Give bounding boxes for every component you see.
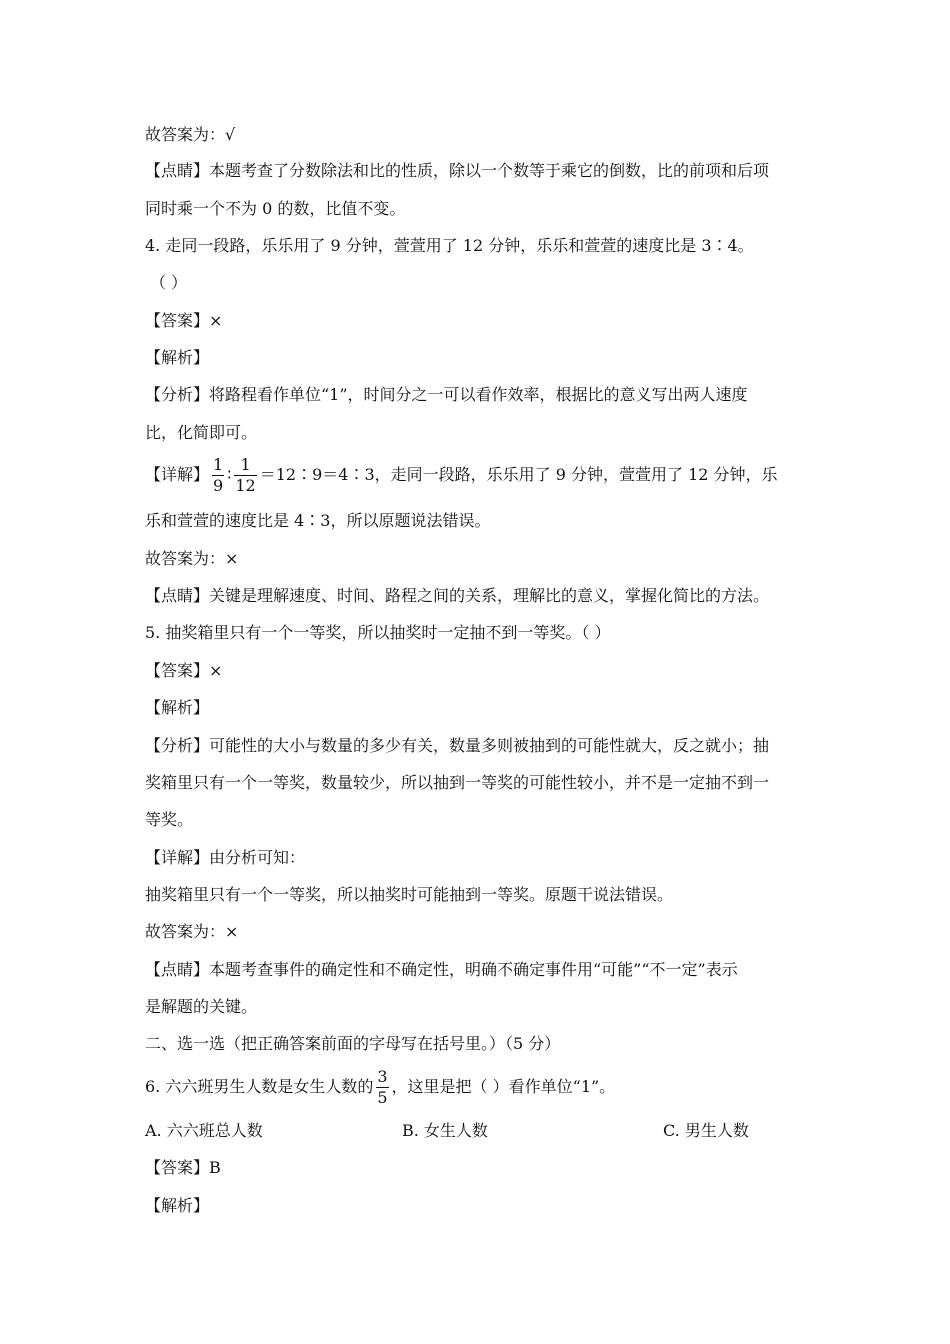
section-heading: 二、选一选（把正确答案前面的字母写在括号里。）（5 分） (145, 1034, 561, 1053)
fraction-numerator: 1 (240, 455, 251, 474)
option-b: B. 女生人数 (402, 1121, 488, 1140)
detail-prefix: 【详解】 (145, 465, 210, 484)
fraction-denominator: 5 (377, 1088, 388, 1107)
detail-header-q5: 【详解】由分析可知： (145, 848, 306, 867)
answer-line-q4: 故答案为：× (145, 549, 239, 568)
analysis-line-q5-1: 【分析】可能性的大小与数量的多少有关，数量多则被抽到的可能性就大，反之就小；抽 (145, 736, 770, 755)
fraction-denominator: 12 (235, 476, 256, 495)
detail-line-q4 (145, 452, 778, 498)
question-5: 5. 抽奖箱里只有一个一等奖，所以抽奖时一定抽不到一等奖。（ ） (145, 623, 611, 642)
detail-line-q4-2: 乐和萱萱的速度比是 4∶3，所以原题说法错误。 (145, 511, 491, 530)
detail-rest: ＝12∶9＝4∶3，走同一段路，乐乐用了 9 分钟，萱萱用了 12 分钟，乐 (259, 465, 778, 484)
fraction-denominator: 9 (213, 476, 224, 495)
comment-line-q5-2: 是解题的关键。 (145, 997, 258, 1016)
option-c: C. 男生人数 (663, 1121, 749, 1140)
question-6 (145, 1064, 615, 1110)
analysis-header-q6: 【解析】 (145, 1196, 210, 1215)
analysis-line-q5-2: 奖箱里只有一个一等奖，数量较少，所以抽到一等奖的可能性较小，并不是一定抽不到一 (145, 773, 770, 792)
comment-line-q3-2: 同时乘一个不为 0 的数，比值不变。 (145, 199, 406, 218)
question-4-bracket: （ ） (150, 273, 188, 292)
answer-line-q3: 故答案为：√ (145, 125, 236, 144)
analysis-header-q4: 【解析】 (145, 348, 210, 367)
fraction-numerator: 3 (377, 1067, 388, 1086)
question-4: 4. 走同一段路，乐乐用了 9 分钟，萱萱用了 12 分钟，乐乐和萱萱的速度比是 3∶4。 (145, 236, 754, 255)
analysis-line-q4-2: 比，化简即可。 (145, 423, 258, 442)
question-6-rest: ，这里是把（ ）看作单位“1”。 (391, 1077, 616, 1096)
option-a: A. 六六班总人数 (145, 1121, 263, 1140)
analysis-line-q5-3: 等奖。 (145, 810, 194, 829)
ratio-colon: ∶ (227, 465, 232, 484)
answer-label-q4: 【答案】× (145, 311, 223, 330)
fraction-one-twelfth (234, 457, 256, 494)
comment-line-q5-1: 【点睛】本题考查事件的确定性和不确定性，明确不确定事件用“可能”“不一定”表示 (145, 960, 738, 979)
answer-label-q5: 【答案】× (145, 661, 223, 680)
analysis-header-q5: 【解析】 (145, 698, 210, 717)
fraction-three-fifths (376, 1069, 388, 1106)
comment-line-q4: 【点睛】关键是理解速度、时间、路程之间的关系，理解比的意义，掌握化简比的方法。 (145, 586, 770, 605)
fraction-one-ninth (212, 457, 224, 494)
answer-label-q6: 【答案】B (145, 1158, 221, 1177)
fraction-numerator: 1 (213, 455, 224, 474)
question-6-prefix: 6. 六六班男生人数是女生人数的 (145, 1077, 374, 1096)
analysis-line-q4-1: 【分析】将路程看作单位“1”，时间分之一可以看作效率，根据比的意义写出两人速度 (145, 385, 748, 404)
answer-line-q5: 故答案为：× (145, 922, 239, 941)
comment-line-q3-1: 【点睛】本题考查了分数除法和比的性质，除以一个数等于乘它的倒数，比的前项和后项 (145, 161, 770, 180)
detail-line-q5: 抽奖箱里只有一个一等奖，所以抽奖时可能抽到一等奖。原题干说法错误。 (145, 885, 674, 904)
